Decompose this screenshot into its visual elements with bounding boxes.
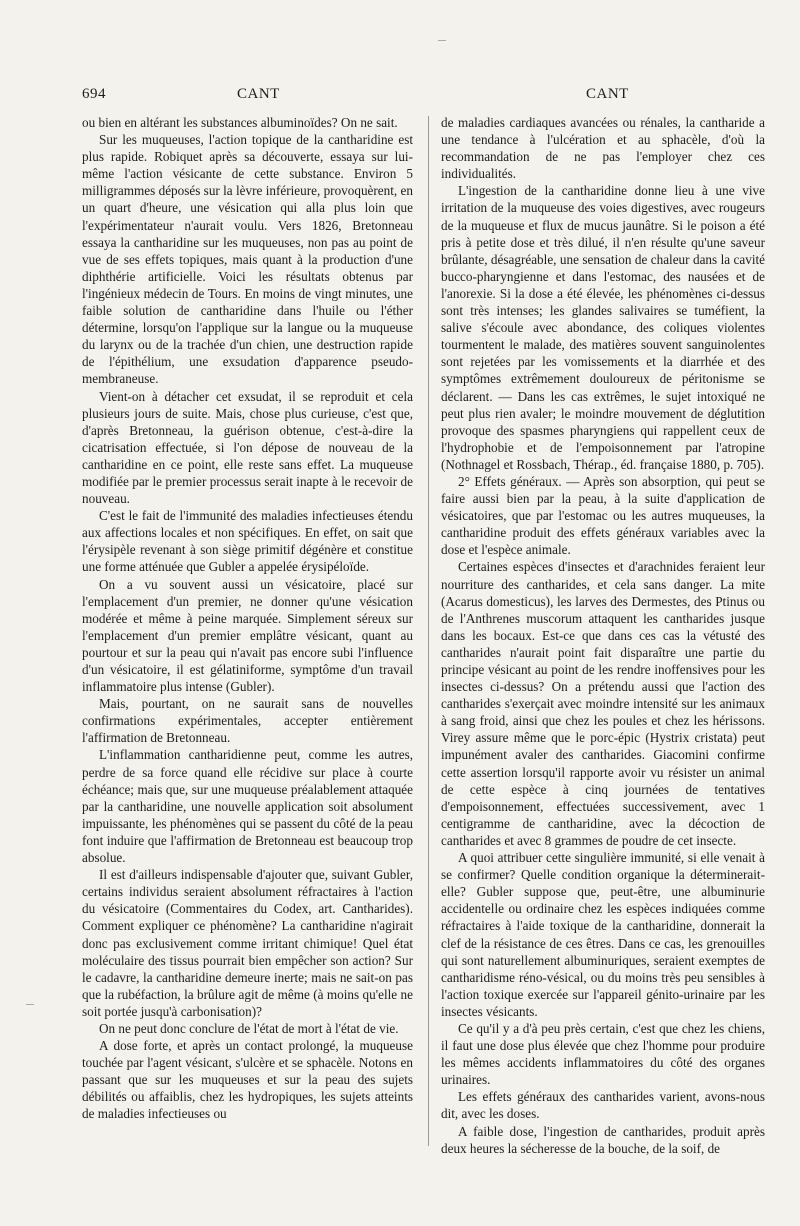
paragraph: A faible dose, l'ingestion de cantharides, produit après deux heures la sécheresse de la bouche, de la soif, de <box>441 1123 765 1156</box>
paragraph: Mais, pourtant, on ne saurait sans de nouvelles confirmations expérimentales, accepter entièrement l'affirmation de Bretonneau. <box>82 696 413 746</box>
paragraph: Certaines espèces d'insectes et d'arachnides feraient leur nourriture des cantharides, et cela sans danger. La mite (Acarus domesticus), les larves des Dermestes, des Ptinus ou de l'Anthrenes muscorum attaquent les cantharides jusque dans les bocaux. Est-ce que dans ces cas la vétusté des cantharides n'aurait point fait disparaître une partie du principe vésicant au point de les rendre inoffensives pour les insectes ci-dessus? On a prétendu aussi que l'action des cantharides s'exerçait avec moindre intensité sur les animaux à sang froid, ainsi que chez les poules et chez les hérissons. Virey assure même que le porc-épic (Hystrix cristata) peut impunément avaler des cantharides. Giacomini confirme cette assertion lorsqu'il rapporte avoir vu résister un animal de cette espèce à cinq journées de tentatives d'empoisonnement, effectuées successivement, avec 1 centigramme de cantharidine, avec la décoction de cantharides et avec 8 grammes de poudre de cet insecte. <box>441 559 765 848</box>
paragraph: L'inflammation cantharidienne peut, comme les autres, perdre de sa force quand elle récidive sur place à courte échéance; mais que, sur une muqueuse préalablement attaquée par la cantharidine, une nouvelle application soit absolument impuissante, les phénomènes qui se passent du côté de la peau font induire que l'affirmation de Bretonneau est beaucoup trop absolue. <box>82 747 413 866</box>
crop-mark <box>438 40 446 41</box>
page-number: 694 <box>82 86 106 102</box>
left-column <box>82 114 413 1123</box>
running-head-left: CANT <box>237 86 280 102</box>
paragraph: C'est le fait de l'immunité des maladies infectieuses étendu aux affections locales et non spécifiques. En effet, on sait que l'érysipèle revenant à son siège primitif dégénère et constitue une forme atténuée que Gubler a appelée érysipéloïde. <box>82 508 413 575</box>
paragraph: Vient-on à détacher cet exsudat, il se reproduit et cela plusieurs jours de suite. Mais, chose plus curieuse, c'est que, d'après Bretonneau, la guérison obtenue, c'est-à-dire la cicatrisation effectuée, si l'on dépose de nouveau de la cantharidine en ce point, elle reste sans effet. La muqueuse modifiée par le premier processus serait inapte à le recevoir de nouveau. <box>82 388 413 507</box>
section-effets-generaux: 2° Effets généraux. — Après son absorption, qui peut se faire aussi bien par la peau, à la suite d'application de vésicatoires, que par l'estomac ou les autres muqueuses, la cantharidine produit des effets généraux variables avec la dose et l'espèce animale. <box>441 473 765 558</box>
paragraph: de maladies cardiaques avancées ou rénales, la cantharide a une tendance à l'ulcération et au sphacèle, d'où la recommandation de ne pas l'employer chez ces individualités. <box>441 115 765 182</box>
paragraph: ou bien en altérant les substances albuminoïdes? On ne sait. <box>82 115 398 130</box>
paragraph: Les effets généraux des cantharides varient, avons-nous dit, avec les doses. <box>441 1089 765 1122</box>
paragraph: Sur les muqueuses, l'action topique de la cantharidine est plus rapide. Robiquet après sa découverte, essaya sur lui-même l'action vésicante de cette substance. Environ 5 milligrammes déposés sur la lèvre inférieure, provoquèrent, en un quart d'heure, une vésication qui alla plus loin que l'expérimentateur n'aurait voulu. Vers 1826, Bretonneau essaya la cantharidine sur les muqueuses, non pas au point de vue de ses effets topiques, mais quant à la production d'une diphthérie artificielle. Voici les résultats obtenus par l'ingénieux médecin de Tours. En moins de vingt minutes, une faible solution de cantharidine dans l'huile ou l'éther détermine, lorsqu'on l'applique sur la langue ou la muqueuse du larynx ou de la trachée d'un chien, une destruction rapide de l'épithélium, une exsudation d'apparence pseudo-membraneuse. <box>82 132 413 387</box>
paragraph: Il est d'ailleurs indispensable d'ajouter que, suivant Gubler, certains individus seraient absolument réfractaires à l'action du vésicatoire (Commentaires du Codex, art. Cantharides). Comment expliquer ce phénomène? La cantharidine n'agirait donc pas exclusivement comme irritant chimique! Quel état moléculaire des tissus pourrait bien empêcher son action? Sur le cadavre, la cantharidine demeure inerte; mais ne sait-on pas que la rubéfaction, la brûlure agit de même (à moins qu'elle ne soit portée jusqu'à carbonisation)? <box>82 867 413 1019</box>
paragraph: On a vu souvent aussi un vésicatoire, placé sur l'emplacement d'un premier, ne donner qu'une vésication modérée et même à peine marquée. Simplement séreux sur l'emplacement d'un premier emplâtre vésicant, quant au pourtour et sur la peau qui n'avait pas encore subi l'influence d'un vésicatoire, il est gélatiniforme, symptôme d'un travail inflammatoire plus intense (Gubler). <box>82 576 413 695</box>
column-divider <box>428 116 429 1146</box>
crop-mark <box>26 1004 34 1005</box>
paragraph: On ne peut donc conclure de l'état de mort à l'état de vie. <box>99 1020 399 1036</box>
paragraph: A quoi attribuer cette singulière immunité, si elle venait à se confirmer? Quelle condition organique la déterminerait-elle? Gubler suppose que, peut-être, une albuminurie accidentelle ou ordinaire chez les espèces indiquées comme réfractaires à l'aide toxique de la cantharidine, donnerait la clef de la résistance de ces êtres. Dans ce cas, les grenouilles qui sont naturellement albuminuriques, seraient exemptes de cantharidisme réno-vésical, ou du moins très peu sensibles à l'action toxique exercée sur l'appareil génito-urinaire par les insectes vésicants. <box>441 850 765 1019</box>
running-head-right: CANT <box>586 86 629 102</box>
paragraph: Ce qu'il y a d'à peu près certain, c'est que chez les chiens, il faut une dose plus élevée que chez l'homme pour produire les mêmes accidents inflammatoires du côté des organes urinaires. <box>441 1020 765 1088</box>
paragraph: A dose forte, et après un contact prolongé, la muqueuse touchée par l'agent vésicant, s'ulcère et se sphacèle. Notons en passant que sur les muqueuses et sur la peau des sujets débilités ou affaiblis, chez les hydropiques, les sujets atteints de maladies infectieuses ou <box>82 1038 413 1122</box>
right-column <box>441 114 765 1157</box>
paragraph: L'ingestion de la cantharidine donne lieu à une vive irritation de la muqueuse des voies digestives, avec rougeurs de la muqueuse et flux de mucus jaunâtre. Si le poison a été pris à petite dose et très dilué, il n'en résulte qu'une saveur brûlante, désagréable, une sensation de chaleur dans la cavité bucco-pharyngienne et dans l'estomac, des nausées et de l'anorexie. Si la dose a été élevée, les phénomènes ci-dessus sont très intenses; les glandes salivaires se tuméfient, la salive s'écoule avec abondance, des coliques violentes tourmentent le malade, des matières souvent sanguinolentes sont rejetées par les vomissements et la diarrhée et des symptômes extrêmement douloureux de péritonisme se déclarent. — Dans les cas extrêmes, le sujet intoxiqué ne peut plus rien avaler; le moindre mouvement de déglutition provoque des spasmes pharyngiens qui rappellent ceux de l'hydrophobie et de l'empoisonnement par l'atropine (Nothnagel et Rossbach, Thérap., éd. française 1880, p. 705). <box>441 183 765 472</box>
